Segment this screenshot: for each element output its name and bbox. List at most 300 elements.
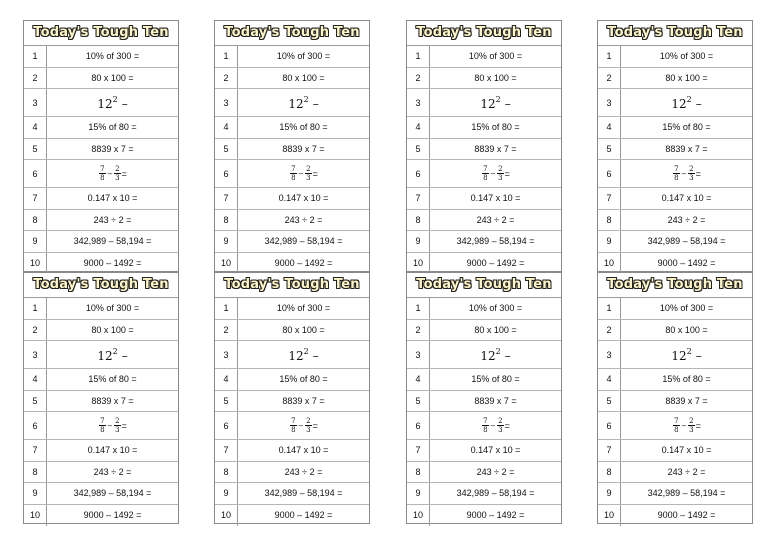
fraction-b-numerator: 2 <box>498 165 503 173</box>
square-expression <box>97 347 127 363</box>
question-row <box>24 46 178 68</box>
question-row <box>24 320 178 342</box>
question-row <box>598 483 752 505</box>
question-text <box>238 231 369 252</box>
fraction-expression <box>289 165 318 182</box>
question-row <box>598 46 752 68</box>
fraction-equals: = <box>312 168 318 179</box>
question-text <box>238 298 369 319</box>
question-row <box>598 505 752 527</box>
square-dash: – <box>504 348 511 363</box>
question-prompt: 8839 x 7 = <box>665 395 708 406</box>
question-text <box>238 253 369 275</box>
question-prompt: 243 ÷ 2 = <box>284 466 323 477</box>
question-row <box>598 188 752 210</box>
question-row <box>407 117 561 139</box>
question-text <box>430 320 561 341</box>
square-exponent: 2 <box>303 346 309 356</box>
question-prompt: 10% of 300 = <box>85 303 140 314</box>
question-row <box>407 462 561 484</box>
question-text <box>47 462 178 483</box>
question-number: 1 <box>215 46 238 67</box>
question-prompt: 8839 x 7 = <box>282 143 325 154</box>
fraction-expression <box>481 165 510 182</box>
square-exponent: 2 <box>495 346 501 356</box>
question-text <box>47 117 178 138</box>
question-text <box>47 253 178 275</box>
question-text <box>47 391 178 412</box>
tough-ten-card <box>214 20 370 272</box>
question-prompt: 9000 – 1492 = <box>83 510 142 521</box>
question-prompt: 10% of 300 = <box>276 51 331 62</box>
question-number: 4 <box>215 117 238 138</box>
question-prompt: 10% of 300 = <box>659 51 714 62</box>
question-row <box>598 117 752 139</box>
fraction-b-denominator: 3 <box>306 426 311 434</box>
fraction-a-denominator: 8 <box>291 174 296 182</box>
question-number: 10 <box>598 505 621 527</box>
fraction-a-numerator: 7 <box>483 417 488 425</box>
question-text <box>621 210 752 231</box>
fraction-operator: – <box>490 169 496 178</box>
question-text <box>47 210 178 231</box>
fraction-a-denominator: 8 <box>483 426 488 434</box>
card-title: Today's Tough Ten <box>215 21 369 46</box>
fraction-a <box>482 417 488 434</box>
fraction-expression <box>672 165 701 182</box>
question-prompt: 80 x 100 = <box>665 324 708 335</box>
fraction-expression <box>98 417 127 434</box>
question-text <box>238 369 369 390</box>
question-row <box>24 188 178 210</box>
question-number: 6 <box>407 412 430 439</box>
question-prompt: 15% of 80 = <box>279 122 328 133</box>
question-prompt: 8839 x 7 = <box>282 395 325 406</box>
question-number: 7 <box>215 440 238 461</box>
question-number: 9 <box>598 483 621 504</box>
question-text <box>430 440 561 461</box>
square-base: 12 <box>288 348 304 363</box>
question-text <box>238 46 369 67</box>
question-text <box>47 505 178 527</box>
fraction-b-numerator: 2 <box>306 417 311 425</box>
question-row <box>24 369 178 391</box>
question-row <box>407 68 561 90</box>
question-number: 9 <box>215 483 238 504</box>
question-text <box>238 483 369 504</box>
fraction-equals: = <box>695 420 701 431</box>
question-number: 4 <box>215 369 238 390</box>
fraction-b-denominator: 3 <box>115 426 120 434</box>
question-prompt: 243 ÷ 2 = <box>667 466 706 477</box>
question-text <box>621 231 752 252</box>
fraction-equals: = <box>121 420 127 431</box>
question-prompt: 342,989 – 58,194 = <box>73 236 152 247</box>
question-prompt: 0.147 x 10 = <box>278 445 329 456</box>
question-number: 5 <box>24 391 47 412</box>
question-row <box>215 253 369 275</box>
question-text <box>621 139 752 160</box>
fraction-a-denominator: 8 <box>100 174 105 182</box>
question-number: 10 <box>598 253 621 275</box>
question-row <box>24 462 178 484</box>
question-row <box>407 160 561 188</box>
question-prompt: 15% of 80 = <box>471 122 520 133</box>
question-row <box>215 483 369 505</box>
question-row <box>407 46 561 68</box>
question-number: 5 <box>407 139 430 160</box>
question-number: 2 <box>598 320 621 341</box>
question-text <box>430 210 561 231</box>
question-row <box>407 210 561 232</box>
question-number: 6 <box>24 412 47 439</box>
question-text <box>238 117 369 138</box>
question-text <box>430 117 561 138</box>
question-number: 3 <box>407 89 430 116</box>
question-text <box>430 68 561 89</box>
fraction-b-denominator: 3 <box>689 426 694 434</box>
fraction-operator: – <box>107 421 113 430</box>
card-title: Today's Tough Ten <box>407 273 561 298</box>
question-prompt: 342,989 – 58,194 = <box>456 236 535 247</box>
question-row <box>598 412 752 440</box>
question-number: 1 <box>407 46 430 67</box>
square-base: 12 <box>671 348 687 363</box>
question-prompt: 80 x 100 = <box>91 324 134 335</box>
fraction-equals: = <box>504 168 510 179</box>
fraction-expression <box>98 165 127 182</box>
question-text <box>430 462 561 483</box>
question-text <box>47 231 178 252</box>
fraction-operator: – <box>298 169 304 178</box>
question-row <box>598 68 752 90</box>
question-text <box>238 320 369 341</box>
question-row <box>598 298 752 320</box>
question-prompt: 10% of 300 = <box>85 51 140 62</box>
question-text <box>430 505 561 527</box>
question-number: 3 <box>24 341 47 368</box>
question-row <box>24 253 178 275</box>
question-row <box>598 462 752 484</box>
question-text <box>238 440 369 461</box>
question-row <box>24 68 178 90</box>
question-text <box>238 210 369 231</box>
question-prompt: 0.147 x 10 = <box>661 193 712 204</box>
question-prompt: 9000 – 1492 = <box>274 258 333 269</box>
question-prompt: 10% of 300 = <box>659 303 714 314</box>
question-prompt: 342,989 – 58,194 = <box>647 488 726 499</box>
question-row <box>598 231 752 253</box>
question-row <box>598 440 752 462</box>
question-prompt: 15% of 80 = <box>279 374 328 385</box>
question-number: 6 <box>215 160 238 187</box>
fraction-b-numerator: 2 <box>115 165 120 173</box>
question-prompt: 243 ÷ 2 = <box>93 214 132 225</box>
question-text <box>238 89 369 116</box>
question-text <box>47 341 178 368</box>
question-text <box>621 253 752 275</box>
question-prompt: 10% of 300 = <box>468 51 523 62</box>
question-number: 9 <box>407 231 430 252</box>
square-base: 12 <box>97 348 113 363</box>
question-prompt: 342,989 – 58,194 = <box>264 488 343 499</box>
question-number: 5 <box>598 139 621 160</box>
question-text <box>621 68 752 89</box>
fraction-b-numerator: 2 <box>689 417 694 425</box>
question-number: 2 <box>598 68 621 89</box>
fraction-a <box>673 417 679 434</box>
fraction-b-denominator: 3 <box>306 174 311 182</box>
fraction-b-numerator: 2 <box>306 165 311 173</box>
fraction-b-numerator: 2 <box>115 417 120 425</box>
question-row <box>24 89 178 117</box>
question-number: 7 <box>407 188 430 209</box>
tough-ten-card <box>597 272 753 524</box>
question-number: 8 <box>24 210 47 231</box>
question-prompt: 15% of 80 = <box>662 374 711 385</box>
question-row <box>215 188 369 210</box>
question-row <box>407 320 561 342</box>
square-base: 12 <box>288 96 304 111</box>
fraction-equals: = <box>504 420 510 431</box>
question-prompt: 342,989 – 58,194 = <box>647 236 726 247</box>
question-prompt: 15% of 80 = <box>88 374 137 385</box>
question-row <box>407 89 561 117</box>
fraction-a-denominator: 8 <box>674 426 679 434</box>
question-row <box>215 117 369 139</box>
fraction-a-numerator: 7 <box>483 165 488 173</box>
question-row <box>215 369 369 391</box>
question-number: 4 <box>24 369 47 390</box>
question-row <box>407 369 561 391</box>
question-number: 10 <box>407 505 430 527</box>
question-text <box>238 391 369 412</box>
question-text <box>430 341 561 368</box>
question-prompt: 8839 x 7 = <box>474 143 517 154</box>
square-exponent: 2 <box>686 94 692 104</box>
question-prompt: 80 x 100 = <box>282 72 325 83</box>
question-row <box>24 440 178 462</box>
question-row <box>598 253 752 275</box>
fraction-equals: = <box>312 420 318 431</box>
question-prompt: 243 ÷ 2 = <box>93 466 132 477</box>
question-text <box>47 369 178 390</box>
question-number: 10 <box>24 505 47 527</box>
square-exponent: 2 <box>686 346 692 356</box>
question-number: 3 <box>598 341 621 368</box>
fraction-a-denominator: 8 <box>483 174 488 182</box>
question-text <box>621 188 752 209</box>
question-prompt: 9000 – 1492 = <box>274 510 333 521</box>
question-number: 6 <box>598 160 621 187</box>
question-text <box>238 412 369 439</box>
question-number: 6 <box>215 412 238 439</box>
fraction-b-numerator: 2 <box>689 165 694 173</box>
question-number: 8 <box>407 462 430 483</box>
question-number: 1 <box>598 46 621 67</box>
tough-ten-card <box>214 272 370 524</box>
fraction-a <box>99 417 105 434</box>
question-number: 9 <box>215 231 238 252</box>
fraction-operator: – <box>298 421 304 430</box>
fraction-a-numerator: 7 <box>100 417 105 425</box>
question-number: 5 <box>24 139 47 160</box>
question-prompt: 9000 – 1492 = <box>466 510 525 521</box>
fraction-a-numerator: 7 <box>100 165 105 173</box>
question-number: 1 <box>24 298 47 319</box>
square-expression <box>480 95 510 111</box>
question-row <box>215 412 369 440</box>
question-text <box>621 160 752 187</box>
question-text <box>621 412 752 439</box>
question-text <box>430 139 561 160</box>
question-prompt: 8839 x 7 = <box>474 395 517 406</box>
question-prompt: 243 ÷ 2 = <box>476 214 515 225</box>
question-row <box>24 483 178 505</box>
question-number: 4 <box>24 117 47 138</box>
question-text <box>47 139 178 160</box>
square-base: 12 <box>97 96 113 111</box>
fraction-expression <box>289 417 318 434</box>
question-text <box>47 483 178 504</box>
question-prompt: 9000 – 1492 = <box>83 258 142 269</box>
question-number: 7 <box>24 188 47 209</box>
question-row <box>598 320 752 342</box>
question-row <box>598 341 752 369</box>
question-number: 3 <box>215 341 238 368</box>
question-text <box>621 298 752 319</box>
question-number: 2 <box>407 320 430 341</box>
fraction-a-numerator: 7 <box>291 417 296 425</box>
square-dash: – <box>504 96 511 111</box>
question-text <box>430 412 561 439</box>
fraction-b <box>114 165 120 182</box>
question-prompt: 80 x 100 = <box>665 72 708 83</box>
fraction-a <box>99 165 105 182</box>
square-dash: – <box>121 96 128 111</box>
question-row <box>24 298 178 320</box>
question-number: 5 <box>215 139 238 160</box>
question-number: 7 <box>215 188 238 209</box>
question-text <box>47 298 178 319</box>
question-row <box>215 341 369 369</box>
question-row <box>215 160 369 188</box>
question-prompt: 80 x 100 = <box>282 324 325 335</box>
question-row <box>24 412 178 440</box>
question-row <box>24 160 178 188</box>
question-number: 5 <box>598 391 621 412</box>
question-row <box>24 139 178 161</box>
question-prompt: 10% of 300 = <box>468 303 523 314</box>
fraction-b <box>688 165 694 182</box>
question-row <box>407 341 561 369</box>
fraction-b-denominator: 3 <box>115 174 120 182</box>
card-title: Today's Tough Ten <box>598 273 752 298</box>
question-number: 1 <box>24 46 47 67</box>
question-number: 7 <box>598 440 621 461</box>
question-text <box>238 188 369 209</box>
square-expression <box>671 347 701 363</box>
question-number: 2 <box>24 68 47 89</box>
question-number: 2 <box>24 320 47 341</box>
question-number: 4 <box>598 117 621 138</box>
question-row <box>215 68 369 90</box>
question-text <box>621 462 752 483</box>
question-number: 2 <box>215 320 238 341</box>
question-text <box>238 139 369 160</box>
question-text <box>47 68 178 89</box>
question-number: 7 <box>598 188 621 209</box>
square-exponent: 2 <box>495 94 501 104</box>
question-text <box>621 341 752 368</box>
fraction-operator: – <box>681 421 687 430</box>
fraction-b <box>497 165 503 182</box>
question-text <box>47 89 178 116</box>
question-prompt: 9000 – 1492 = <box>657 258 716 269</box>
fraction-a-numerator: 7 <box>674 417 679 425</box>
question-number: 5 <box>407 391 430 412</box>
fraction-operator: – <box>107 169 113 178</box>
question-text <box>47 188 178 209</box>
square-expression <box>671 95 701 111</box>
square-dash: – <box>312 96 319 111</box>
fraction-equals: = <box>121 168 127 179</box>
question-row <box>407 253 561 275</box>
card-title: Today's Tough Ten <box>215 273 369 298</box>
question-prompt: 15% of 80 = <box>88 122 137 133</box>
question-row <box>215 298 369 320</box>
square-expression <box>97 95 127 111</box>
question-text <box>430 160 561 187</box>
question-text <box>430 231 561 252</box>
question-number: 2 <box>215 68 238 89</box>
question-text <box>238 160 369 187</box>
question-row <box>215 231 369 253</box>
question-number: 6 <box>598 412 621 439</box>
question-prompt: 243 ÷ 2 = <box>284 214 323 225</box>
square-dash: – <box>312 348 319 363</box>
question-row <box>215 462 369 484</box>
tough-ten-card <box>406 272 562 524</box>
question-text <box>430 391 561 412</box>
fraction-operator: – <box>681 169 687 178</box>
fraction-b <box>688 417 694 434</box>
question-number: 5 <box>215 391 238 412</box>
question-row <box>598 89 752 117</box>
question-number: 8 <box>598 210 621 231</box>
fraction-b <box>305 417 311 434</box>
question-prompt: 80 x 100 = <box>474 324 517 335</box>
question-prompt: 0.147 x 10 = <box>470 445 521 456</box>
question-number: 3 <box>215 89 238 116</box>
fraction-a-denominator: 8 <box>674 174 679 182</box>
question-number: 7 <box>24 440 47 461</box>
question-prompt: 0.147 x 10 = <box>87 445 138 456</box>
question-row <box>598 139 752 161</box>
card-title: Today's Tough Ten <box>407 21 561 46</box>
question-prompt: 0.147 x 10 = <box>87 193 138 204</box>
question-number: 3 <box>598 89 621 116</box>
fraction-a <box>290 417 296 434</box>
question-number: 9 <box>407 483 430 504</box>
question-text <box>621 391 752 412</box>
question-row <box>407 505 561 527</box>
question-row <box>24 505 178 527</box>
question-prompt: 342,989 – 58,194 = <box>73 488 152 499</box>
question-number: 6 <box>24 160 47 187</box>
square-expression <box>288 347 318 363</box>
tough-ten-card <box>23 272 179 524</box>
